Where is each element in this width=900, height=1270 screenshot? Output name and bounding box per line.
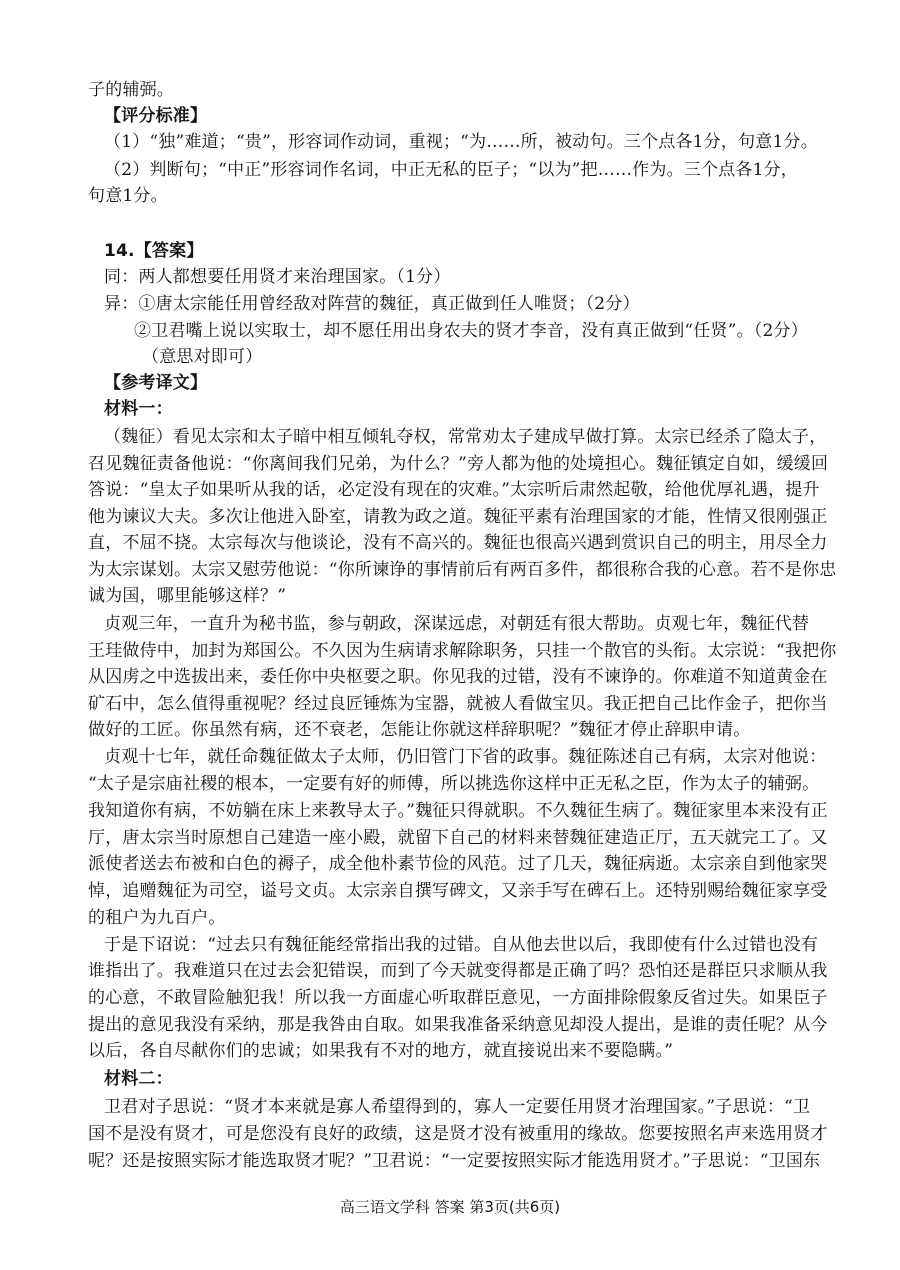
material-heading: 材料二： bbox=[104, 1069, 173, 1089]
translation-line: 以后，各自尽献你们的忠诚；如果我有不对的地方，就直接说出来不要隐瞒。” bbox=[88, 1041, 674, 1061]
translation-line: 悼，追赠魏征为司空，谥号文贞。太宗亲自撰写碑文，又亲手写在碑石上。还特别赐给魏征家享受 bbox=[88, 881, 828, 901]
translation-line: 卫君对子思说：“贤才本来就是寡人希望得到的，寡人一定要任用贤才治理国家。”子思说：“卫 bbox=[104, 1097, 811, 1117]
answer-line: ②卫君嘴上说以实取士，却不愿任用出身农夫的贤才李音，没有真正做到“任贤”。（2分） bbox=[134, 321, 808, 341]
section-heading: 【评分标准】 bbox=[104, 106, 208, 126]
answer-line: 异：①唐太宗能任用曾经敌对阵营的魏征，真正做到任人唯贤；（2分） bbox=[104, 294, 640, 314]
section-heading: 【参考译文】 bbox=[104, 373, 208, 393]
translation-line: 我知道你有病，不妨躺在床上来教导太子。”魏征只得就职。不久魏征生病了。魏征家里本来没有正 bbox=[88, 801, 828, 821]
translation-line: 贞观三年，一直升为秘书监，参与朝政，深谋远虑，对朝廷有很大帮助。贞观七年，魏征代替 bbox=[104, 614, 810, 634]
translation-line: 直，不屈不挠。太宗每次与他谈论，没有不高兴的。魏征也很高兴遇到赏识自己的明主，用尽全力 bbox=[88, 533, 828, 553]
translation-line: 于是下诏说：“过去只有魏征能经常指出我的过错。自从他去世以后，我即使有什么过错也没有 bbox=[104, 935, 819, 955]
translation-line: 提出的意见我没有采纳，那是我咎由自取。如果我准备采纳意见却没人提出，是谁的责任呢？从今 bbox=[88, 1015, 828, 1035]
translation-line: （魏征）看见太宗和太子暗中相互倾轧夺权，常常劝太子建成早做打算。太宗已经杀了隐太子， bbox=[104, 427, 827, 447]
answer-line: 同：两人都想要任用贤才来治理国家。（1分） bbox=[104, 267, 451, 287]
translation-line: 为太宗谋划。太宗又慰劳他说：“你所谏诤的事情前后有两百多件，都很称合我的心意。若不是你忠 bbox=[88, 560, 837, 580]
question-heading: 14.【答案】 bbox=[104, 241, 204, 261]
translation-line: 王珪做侍中，加封为郑国公。不久因为生病请求解除职务，只挂一个散官的头衔。太宗说：“我把你 bbox=[88, 641, 837, 661]
translation-line: 召见魏征责备他说：“你离间我们兄弟，为什么？”旁人都为他的处境担心。魏征镇定自如，缓缓回 bbox=[88, 454, 829, 474]
page-footer: 高三语文学科 答案 第3页(共6页) bbox=[339, 1198, 561, 1216]
translation-line: 的心意，不敢冒险触犯我！所以我一方面虚心听取群臣意见，一方面排除假象反省过失。如果臣子 bbox=[88, 988, 828, 1008]
translation-line: 贞观十七年，就任命魏征做太子太师，仍旧管门下省的政事。魏征陈述自己有病，太宗对他说： bbox=[104, 747, 827, 767]
translation-line: 答说：“皇太子如果听从我的话，必定没有现在的灾难。”太宗听后肃然起敬，给他优厚礼遇，提升 bbox=[88, 480, 820, 500]
translation-line: 谁指出了。我难道只在过去会犯错误，而到了今天就变得都是正确了吗？恐怕还是群臣只求顺从我 bbox=[88, 961, 828, 981]
translation-line: 矿石中，怎么值得重视呢？经过良匠锤炼为宝器，就被人看做宝贝。我正把自己比作金子，把你当 bbox=[88, 694, 828, 714]
material-heading: 材料一： bbox=[104, 399, 173, 419]
scoring-item: （1）“独”难道；“贵”，形容词作动词，重视；“为……所，被动句。三个点各1分，句意1分。 bbox=[104, 132, 818, 152]
text-line: 子的辅弼。 bbox=[88, 80, 174, 100]
translation-line: 的租户为九百户。 bbox=[88, 908, 226, 928]
scoring-item: （2）判断句；“中正”形容词作名词，中正无私的臣子；“以为”把……作为。三个点各1分， bbox=[104, 160, 798, 180]
text-line: 句意1分。 bbox=[88, 186, 168, 206]
translation-line: 他为谏议大夫。多次让他进入卧室，请教为政之道。魏征平素有治理国家的才能，性情又很刚强正 bbox=[88, 507, 828, 527]
translation-line: 做好的工匠。你虽然有病，还不衰老，怎能让你就这样辞职呢？”魏征才停止辞职申请。 bbox=[88, 720, 751, 740]
translation-line: 诚为国，哪里能够这样？” bbox=[88, 586, 287, 606]
translation-line: 厅，唐太宗当时原想自己建造一座小殿，就留下自己的材料来替魏征建造正厅，五天就完工了。又 bbox=[88, 828, 828, 848]
translation-line: 呢？还是按照实际才能选取贤才呢？”卫君说：“一定要按照实际才能选用贤才。”子思说：“卫国东 bbox=[88, 1151, 821, 1171]
translation-line: 国不是没有贤才，可是您没有良好的政绩，这是贤才没有被重用的缘故。您要按照名声来选用贤才 bbox=[88, 1124, 828, 1144]
translation-line: 从囚虏之中选拔出来，委任你中央枢要之职。你见我的过错，没有不谏诤的。你难道不知道黄金在 bbox=[88, 667, 828, 687]
translation-line: “太子是宗庙社稷的根本，一定要有好的师傅，所以挑选你这样中正无私之臣，作为太子的辅弼。 bbox=[88, 774, 820, 794]
answer-note: （意思对即可） bbox=[142, 347, 263, 367]
translation-line: 派使者送去布被和白色的褥子，成全他朴素节俭的风范。过了几天，魏征病逝。太宗亲自到他家哭 bbox=[88, 854, 828, 874]
